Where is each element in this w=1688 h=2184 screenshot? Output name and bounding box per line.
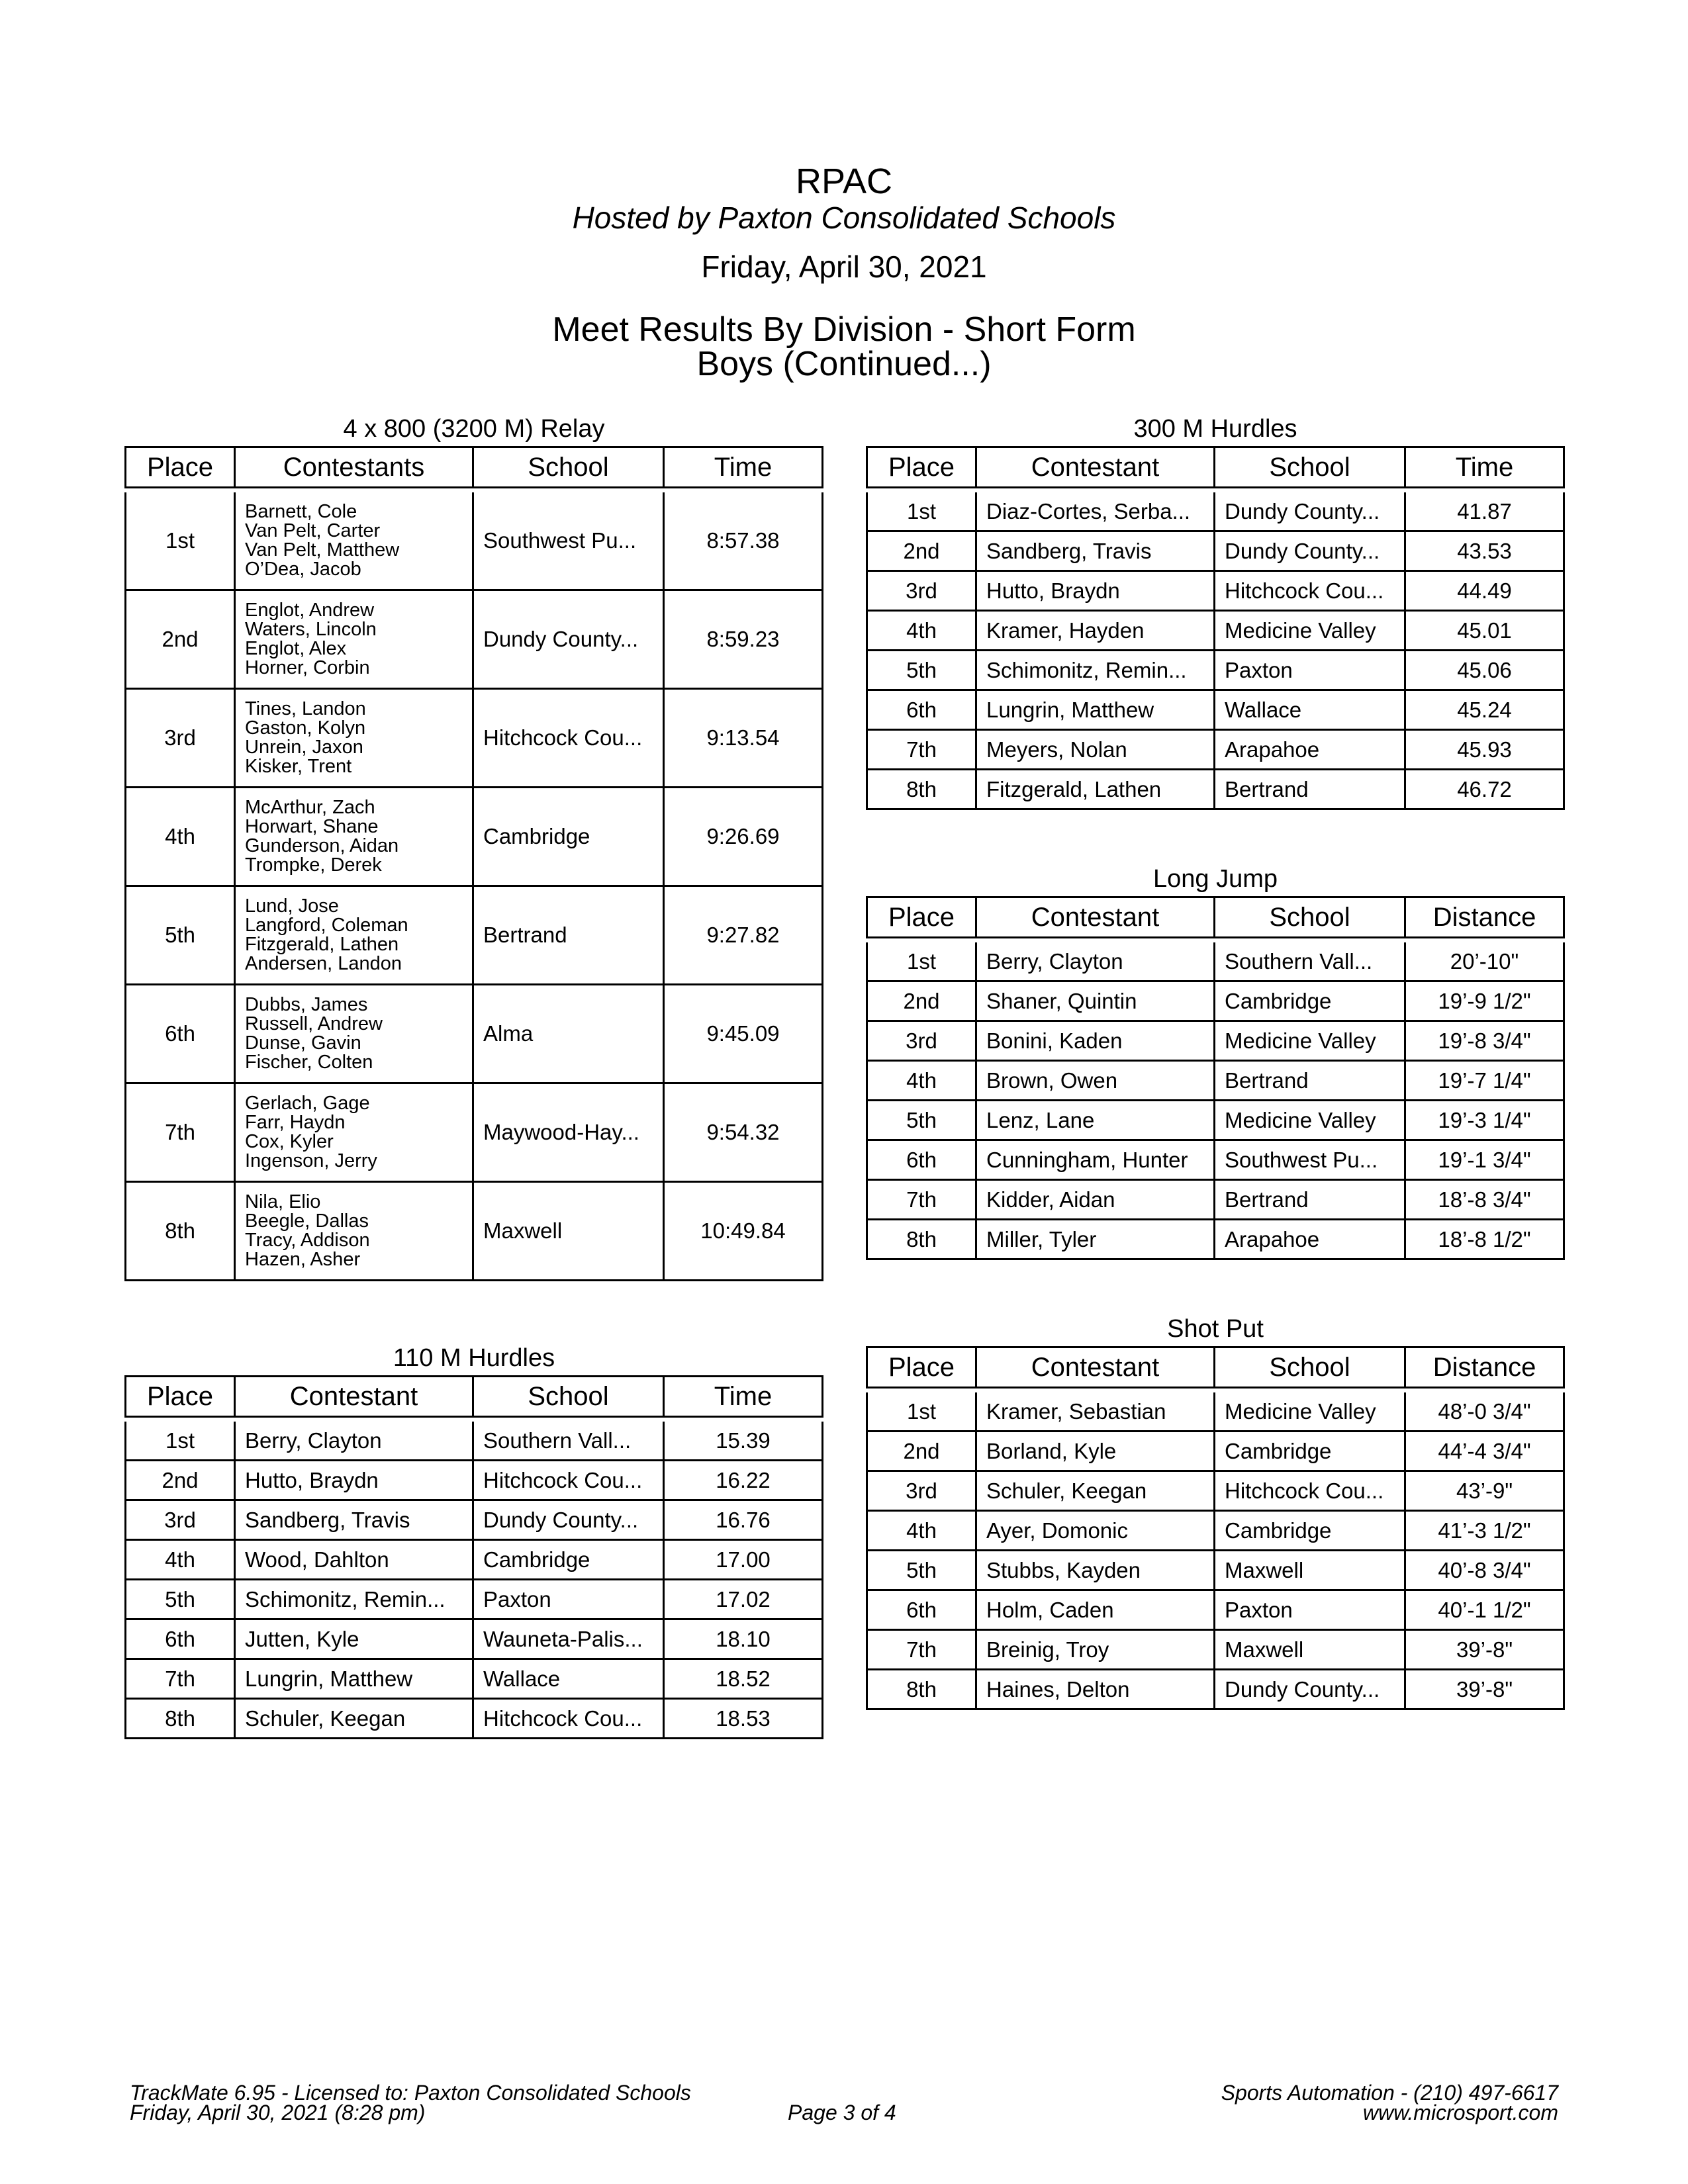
mark-cell: 40’-1 1/2" xyxy=(1406,1591,1565,1631)
mark-cell: 8:59.23 xyxy=(665,591,823,690)
place-cell: 3rd xyxy=(124,690,236,788)
table-row xyxy=(866,1220,1565,1260)
event-title: Shot Put xyxy=(1167,1315,1264,1343)
table-row xyxy=(124,1700,823,1739)
mark-cell: 19’-1 3/4" xyxy=(1406,1141,1565,1181)
place-cell: 7th xyxy=(866,1181,977,1220)
column-header: Contestant xyxy=(977,446,1215,488)
contestants-cell xyxy=(236,492,474,591)
contestants-cell xyxy=(236,591,474,690)
place-cell: 6th xyxy=(124,985,236,1084)
place-cell: 8th xyxy=(866,770,977,810)
contestant-cell: Wood, Dahlton xyxy=(236,1541,474,1580)
column-header: School xyxy=(1215,1346,1406,1388)
division-title: Boys (Continued...) xyxy=(696,345,992,383)
contestant-name: Waters, Lincoln xyxy=(245,619,377,640)
mark-cell: 20’-10" xyxy=(1406,942,1565,982)
column-header: Place xyxy=(866,446,977,488)
contestant-name: O’Dea, Jacob xyxy=(245,559,361,580)
table-row xyxy=(866,1512,1565,1551)
contestant-name: Englot, Andrew xyxy=(245,600,375,621)
shotput-table xyxy=(866,1346,1565,1710)
contestant-cell: Lungrin, Matthew xyxy=(977,691,1215,731)
table-header-row xyxy=(866,446,1565,488)
meet-title: RPAC xyxy=(795,161,893,201)
hurdles110-event xyxy=(124,1343,823,1739)
table-row xyxy=(124,1580,823,1620)
column-header: Contestant xyxy=(977,896,1215,938)
table-row xyxy=(866,1101,1565,1141)
place-cell: 5th xyxy=(124,1580,236,1620)
table-row xyxy=(866,651,1565,691)
place-cell: 4th xyxy=(866,1062,977,1101)
contestant-name: Tines, Landon xyxy=(245,698,366,719)
contestant-cell: Shaner, Quintin xyxy=(977,982,1215,1022)
table-row xyxy=(124,1501,823,1541)
school-cell: Southern Vall... xyxy=(1215,942,1406,982)
contestant-name: Dubbs, James xyxy=(245,994,368,1015)
place-cell: 3rd xyxy=(866,572,977,612)
place-cell: 2nd xyxy=(866,982,977,1022)
hurdles300-table xyxy=(866,446,1565,810)
column-header: Time xyxy=(665,1375,823,1418)
place-cell: 3rd xyxy=(866,1472,977,1512)
contestant-name: Gaston, Kolyn xyxy=(245,717,366,739)
contestant-cell: Cunningham, Hunter xyxy=(977,1141,1215,1181)
place-cell: 5th xyxy=(866,651,977,691)
mark-cell: 43.53 xyxy=(1406,532,1565,572)
school-cell: Southern Vall... xyxy=(474,1422,665,1461)
mark-cell: 18.52 xyxy=(665,1660,823,1700)
table-row xyxy=(866,1472,1565,1512)
mark-cell: 18’-8 3/4" xyxy=(1406,1181,1565,1220)
contestant-cell: Stubbs, Kayden xyxy=(977,1551,1215,1591)
place-cell: 6th xyxy=(866,1591,977,1631)
table-row xyxy=(124,887,823,985)
table-row xyxy=(866,731,1565,770)
place-cell: 1st xyxy=(124,492,236,591)
table-row xyxy=(866,1392,1565,1432)
contestant-cell: Lenz, Lane xyxy=(977,1101,1215,1141)
table-row xyxy=(124,985,823,1084)
place-cell: 6th xyxy=(866,1141,977,1181)
school-cell: Cambridge xyxy=(1215,1432,1406,1472)
mark-cell: 9:26.69 xyxy=(665,788,823,887)
contestant-name: Ingenson, Jerry xyxy=(245,1150,377,1171)
place-cell: 5th xyxy=(124,887,236,985)
school-cell: Southwest Pu... xyxy=(1215,1141,1406,1181)
mark-cell: 18.53 xyxy=(665,1700,823,1739)
contestant-cell: Jutten, Kyle xyxy=(236,1620,474,1660)
contestant-cell: Kramer, Sebastian xyxy=(977,1392,1215,1432)
contestant-cell: Brown, Owen xyxy=(977,1062,1215,1101)
contestant-cell: Miller, Tyler xyxy=(977,1220,1215,1260)
meet-host: Hosted by Paxton Consolidated Schools xyxy=(572,201,1116,235)
contestant-cell: Meyers, Nolan xyxy=(977,731,1215,770)
contestant-cell: Sandberg, Travis xyxy=(977,532,1215,572)
contestant-cell: Haines, Delton xyxy=(977,1670,1215,1710)
mark-cell: 10:49.84 xyxy=(665,1183,823,1281)
contestant-name: Unrein, Jaxon xyxy=(245,737,363,758)
school-cell: Cambridge xyxy=(474,788,665,887)
contestant-name: Horwart, Shane xyxy=(245,816,379,837)
mark-cell: 45.06 xyxy=(1406,651,1565,691)
contestant-name: Hazen, Asher xyxy=(245,1249,361,1270)
table-row xyxy=(866,1670,1565,1710)
mark-cell: 19’-7 1/4" xyxy=(1406,1062,1565,1101)
mark-cell: 45.93 xyxy=(1406,731,1565,770)
table-header-row xyxy=(866,896,1565,938)
mark-cell: 41.87 xyxy=(1406,492,1565,532)
footer-page: Page 3 of 4 xyxy=(788,2101,896,2124)
place-cell: 7th xyxy=(866,1631,977,1670)
column-header: Distance xyxy=(1406,1346,1565,1388)
place-cell: 4th xyxy=(866,612,977,651)
contestant-name: Gunderson, Aidan xyxy=(245,835,399,856)
table-row xyxy=(866,1022,1565,1062)
mark-cell: 46.72 xyxy=(1406,770,1565,810)
column-header: Time xyxy=(665,446,823,488)
contestant-name: Nila, Elio xyxy=(245,1191,321,1212)
mark-cell: 18’-8 1/2" xyxy=(1406,1220,1565,1260)
mark-cell: 39’-8" xyxy=(1406,1670,1565,1710)
contestants-cell xyxy=(236,1084,474,1183)
mark-cell: 19’-9 1/2" xyxy=(1406,982,1565,1022)
column-header: Place xyxy=(124,1375,236,1418)
school-cell: Arapahoe xyxy=(1215,731,1406,770)
school-cell: Hitchcock Cou... xyxy=(474,1700,665,1739)
table-row xyxy=(866,1141,1565,1181)
place-cell: 4th xyxy=(124,1541,236,1580)
place-cell: 1st xyxy=(866,492,977,532)
table-row xyxy=(866,572,1565,612)
table-row xyxy=(866,942,1565,982)
contestant-cell: Holm, Caden xyxy=(977,1591,1215,1631)
contestant-cell: Sandberg, Travis xyxy=(236,1501,474,1541)
table-row xyxy=(124,1660,823,1700)
table-row xyxy=(866,1591,1565,1631)
contestant-name: Andersen, Landon xyxy=(245,953,402,974)
table-row xyxy=(866,691,1565,731)
school-cell: Hitchcock Cou... xyxy=(474,690,665,788)
school-cell: Dundy County... xyxy=(474,591,665,690)
school-cell: Paxton xyxy=(1215,1591,1406,1631)
place-cell: 8th xyxy=(866,1670,977,1710)
school-cell: Southwest Pu... xyxy=(474,492,665,591)
school-cell: Medicine Valley xyxy=(1215,612,1406,651)
table-row xyxy=(124,492,823,591)
mark-cell: 43’-9" xyxy=(1406,1472,1565,1512)
contestants-cell xyxy=(236,1183,474,1281)
relay-event xyxy=(124,414,823,1281)
relay-table xyxy=(124,446,823,1281)
school-cell: Hitchcock Cou... xyxy=(1215,1472,1406,1512)
contestant-cell: Breinig, Troy xyxy=(977,1631,1215,1670)
table-row xyxy=(866,612,1565,651)
place-cell: 2nd xyxy=(124,1461,236,1501)
table-row xyxy=(866,492,1565,532)
column-header: School xyxy=(474,1375,665,1418)
mark-cell: 9:13.54 xyxy=(665,690,823,788)
table-row xyxy=(866,770,1565,810)
table-row xyxy=(124,1461,823,1501)
footer-vendor: Sports Automation - (210) 497-6617 xyxy=(1221,2081,1558,2105)
place-cell: 6th xyxy=(866,691,977,731)
mark-cell: 19’-3 1/4" xyxy=(1406,1101,1565,1141)
contestant-name: Tracy, Addison xyxy=(245,1230,370,1251)
school-cell: Dundy County... xyxy=(1215,532,1406,572)
contestant-cell: Ayer, Domonic xyxy=(977,1512,1215,1551)
longjump-event xyxy=(866,864,1565,1260)
mark-cell: 45.24 xyxy=(1406,691,1565,731)
school-cell: Maywood-Hay... xyxy=(474,1084,665,1183)
mark-cell: 40’-8 3/4" xyxy=(1406,1551,1565,1591)
mark-cell: 16.22 xyxy=(665,1461,823,1501)
contestant-name: Kisker, Trent xyxy=(245,756,352,777)
school-cell: Dundy County... xyxy=(474,1501,665,1541)
school-cell: Wallace xyxy=(474,1660,665,1700)
contestants-cell xyxy=(236,690,474,788)
contestant-name: Van Pelt, Carter xyxy=(245,520,381,541)
school-cell: Hitchcock Cou... xyxy=(1215,572,1406,612)
contestant-name: Van Pelt, Matthew xyxy=(245,539,400,561)
hurdles110-table xyxy=(124,1375,823,1739)
mark-cell: 16.76 xyxy=(665,1501,823,1541)
table-header-row xyxy=(866,1346,1565,1388)
place-cell: 7th xyxy=(124,1660,236,1700)
place-cell: 2nd xyxy=(124,591,236,690)
school-cell: Medicine Valley xyxy=(1215,1022,1406,1062)
contestant-name: Fischer, Colten xyxy=(245,1052,373,1073)
column-header: Time xyxy=(1406,446,1565,488)
mark-cell: 45.01 xyxy=(1406,612,1565,651)
table-row xyxy=(124,690,823,788)
table-header-row xyxy=(124,1375,823,1418)
contestant-cell: Bonini, Kaden xyxy=(977,1022,1215,1062)
school-cell: Medicine Valley xyxy=(1215,1101,1406,1141)
contestant-name: Englot, Alex xyxy=(245,638,347,659)
mark-cell: 17.02 xyxy=(665,1580,823,1620)
place-cell: 2nd xyxy=(866,532,977,572)
contestant-name: Barnett, Cole xyxy=(245,501,357,522)
mark-cell: 19’-8 3/4" xyxy=(1406,1022,1565,1062)
footer-printed: Friday, April 30, 2021 (8:28 pm) xyxy=(130,2101,426,2124)
hurdles300-event xyxy=(866,414,1565,810)
place-cell: 1st xyxy=(124,1422,236,1461)
event-title: Long Jump xyxy=(1152,865,1278,893)
mark-cell: 39’-8" xyxy=(1406,1631,1565,1670)
school-cell: Paxton xyxy=(474,1580,665,1620)
contestants-cell xyxy=(236,887,474,985)
report-title: Meet Results By Division - Short Form xyxy=(552,310,1136,349)
footer-website: www.microsport.com xyxy=(1362,2101,1558,2124)
school-cell: Hitchcock Cou... xyxy=(474,1461,665,1501)
school-cell: Bertrand xyxy=(1215,770,1406,810)
place-cell: 1st xyxy=(866,942,977,982)
place-cell: 7th xyxy=(124,1084,236,1183)
contestant-cell: Fitzgerald, Lathen xyxy=(977,770,1215,810)
contestant-name: Dunse, Gavin xyxy=(245,1032,361,1054)
table-row xyxy=(124,1422,823,1461)
contestant-cell: Schuler, Keegan xyxy=(977,1472,1215,1512)
column-header: School xyxy=(474,446,665,488)
table-row xyxy=(124,591,823,690)
column-header: Place xyxy=(866,1346,977,1388)
column-header: Contestants xyxy=(236,446,474,488)
table-header-row xyxy=(124,446,823,488)
contestant-name: Fitzgerald, Lathen xyxy=(245,934,399,955)
place-cell: 4th xyxy=(124,788,236,887)
contestant-name: McArthur, Zach xyxy=(245,797,375,818)
contestant-name: Farr, Haydn xyxy=(245,1112,346,1133)
school-cell: Maxwell xyxy=(1215,1551,1406,1591)
table-row xyxy=(866,1432,1565,1472)
mark-cell: 44.49 xyxy=(1406,572,1565,612)
place-cell: 8th xyxy=(124,1700,236,1739)
contestant-cell: Kramer, Hayden xyxy=(977,612,1215,651)
event-title: 4 x 800 (3200 M) Relay xyxy=(343,415,605,443)
table-row xyxy=(124,1620,823,1660)
footer-software: TrackMate 6.95 - Licensed to: Paxton Consolidated Schools xyxy=(130,2081,691,2105)
school-cell: Arapahoe xyxy=(1215,1220,1406,1260)
column-header: Place xyxy=(124,446,236,488)
place-cell: 8th xyxy=(124,1183,236,1281)
mark-cell: 9:27.82 xyxy=(665,887,823,985)
table-row xyxy=(124,1084,823,1183)
table-row xyxy=(866,1551,1565,1591)
mark-cell: 48’-0 3/4" xyxy=(1406,1392,1565,1432)
column-header: Contestant xyxy=(236,1375,474,1418)
column-header: Contestant xyxy=(977,1346,1215,1388)
contestant-cell: Schuler, Keegan xyxy=(236,1700,474,1739)
mark-cell: 18.10 xyxy=(665,1620,823,1660)
contestant-name: Beegle, Dallas xyxy=(245,1210,369,1232)
school-cell: Maxwell xyxy=(1215,1631,1406,1670)
place-cell: 3rd xyxy=(866,1022,977,1062)
school-cell: Maxwell xyxy=(474,1183,665,1281)
school-cell: Cambridge xyxy=(1215,982,1406,1022)
mark-cell: 15.39 xyxy=(665,1422,823,1461)
contestant-name: Lund, Jose xyxy=(245,895,339,917)
contestant-name: Russell, Andrew xyxy=(245,1013,383,1034)
contestant-cell: Kidder, Aidan xyxy=(977,1181,1215,1220)
school-cell: Bertrand xyxy=(1215,1181,1406,1220)
contestants-cell xyxy=(236,788,474,887)
place-cell: 5th xyxy=(866,1551,977,1591)
mark-cell: 9:54.32 xyxy=(665,1084,823,1183)
school-cell: Dundy County... xyxy=(1215,1670,1406,1710)
school-cell: Dundy County... xyxy=(1215,492,1406,532)
place-cell: 5th xyxy=(866,1101,977,1141)
school-cell: Medicine Valley xyxy=(1215,1392,1406,1432)
longjump-table xyxy=(866,896,1565,1260)
contestants-cell xyxy=(236,985,474,1084)
shotput-event xyxy=(866,1314,1565,1710)
school-cell: Bertrand xyxy=(1215,1062,1406,1101)
place-cell: 8th xyxy=(866,1220,977,1260)
contestant-cell: Diaz-Cortes, Serba... xyxy=(977,492,1215,532)
table-row xyxy=(866,1181,1565,1220)
school-cell: Bertrand xyxy=(474,887,665,985)
place-cell: 6th xyxy=(124,1620,236,1660)
contestant-cell: Lungrin, Matthew xyxy=(236,1660,474,1700)
event-title: 110 M Hurdles xyxy=(393,1344,555,1372)
column-header: Distance xyxy=(1406,896,1565,938)
meet-date: Friday, April 30, 2021 xyxy=(701,250,987,284)
mark-cell: 44’-4 3/4" xyxy=(1406,1432,1565,1472)
contestant-name: Langford, Coleman xyxy=(245,915,408,936)
school-cell: Cambridge xyxy=(1215,1512,1406,1551)
column-header: School xyxy=(1215,896,1406,938)
school-cell: Wauneta-Palis... xyxy=(474,1620,665,1660)
contestant-cell: Berry, Clayton xyxy=(236,1422,474,1461)
place-cell: 2nd xyxy=(866,1432,977,1472)
contestant-cell: Schimonitz, Remin... xyxy=(977,651,1215,691)
table-row xyxy=(124,1183,823,1281)
school-cell: Cambridge xyxy=(474,1541,665,1580)
mark-cell: 8:57.38 xyxy=(665,492,823,591)
school-cell: Wallace xyxy=(1215,691,1406,731)
contestant-cell: Schimonitz, Remin... xyxy=(236,1580,474,1620)
contestant-cell: Borland, Kyle xyxy=(977,1432,1215,1472)
event-title: 300 M Hurdles xyxy=(1133,415,1297,443)
table-row xyxy=(124,788,823,887)
school-cell: Paxton xyxy=(1215,651,1406,691)
contestant-name: Cox, Kyler xyxy=(245,1131,334,1152)
table-row xyxy=(866,1062,1565,1101)
place-cell: 1st xyxy=(866,1392,977,1432)
column-header: School xyxy=(1215,446,1406,488)
place-cell: 3rd xyxy=(124,1501,236,1541)
column-header: Place xyxy=(866,896,977,938)
mark-cell: 9:45.09 xyxy=(665,985,823,1084)
place-cell: 4th xyxy=(866,1512,977,1551)
place-cell: 7th xyxy=(866,731,977,770)
contestant-cell: Hutto, Braydn xyxy=(236,1461,474,1501)
table-row xyxy=(124,1541,823,1580)
mark-cell: 41’-3 1/2" xyxy=(1406,1512,1565,1551)
table-row xyxy=(866,1631,1565,1670)
contestant-cell: Hutto, Braydn xyxy=(977,572,1215,612)
contestant-name: Trompke, Derek xyxy=(245,854,382,876)
school-cell: Alma xyxy=(474,985,665,1084)
table-row xyxy=(866,532,1565,572)
contestant-name: Horner, Corbin xyxy=(245,657,370,678)
contestant-name: Gerlach, Gage xyxy=(245,1093,370,1114)
contestant-cell: Berry, Clayton xyxy=(977,942,1215,982)
table-row xyxy=(866,982,1565,1022)
mark-cell: 17.00 xyxy=(665,1541,823,1580)
